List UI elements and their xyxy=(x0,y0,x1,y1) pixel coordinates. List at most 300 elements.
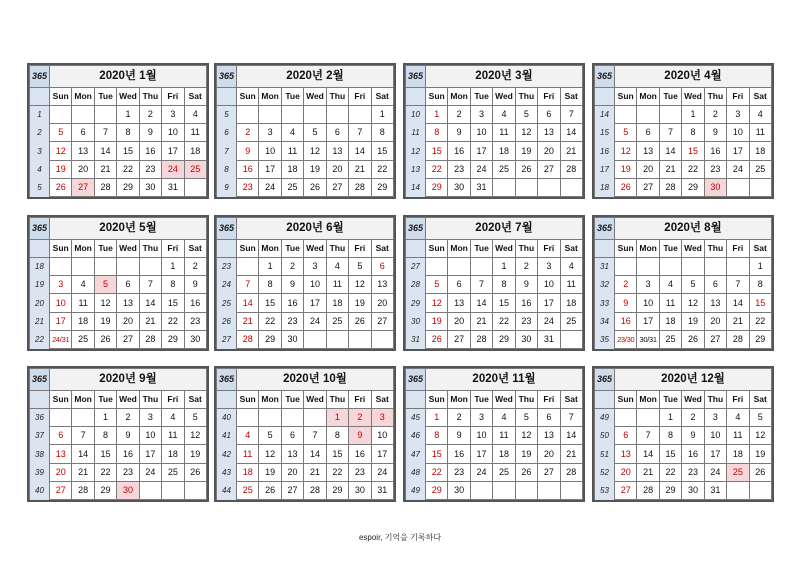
day-cell: 6 xyxy=(281,427,303,445)
day-cell: 19 xyxy=(682,312,704,330)
day-cell: 25 xyxy=(184,160,206,178)
day-header: Fri xyxy=(727,240,749,258)
day-cell: 3 xyxy=(538,258,560,276)
day-header: Sat xyxy=(371,240,393,258)
empty-day-cell xyxy=(304,106,326,124)
day-header: Sat xyxy=(749,240,771,258)
week-number: 14 xyxy=(406,178,426,196)
day-header: Sun xyxy=(615,88,637,106)
day-cell: 20 xyxy=(637,160,659,178)
day-cell: 30 xyxy=(117,481,139,499)
day-cell: 11 xyxy=(493,124,515,142)
year-badge: 365 xyxy=(30,218,50,240)
day-header: Fri xyxy=(349,240,371,258)
day-cell: 4 xyxy=(727,409,749,427)
month-calendar xyxy=(403,63,585,199)
empty-day-cell xyxy=(237,409,259,427)
day-cell: 20 xyxy=(281,463,303,481)
day-cell: 9 xyxy=(515,276,537,294)
day-cell: 15 xyxy=(659,445,681,463)
day-header: Fri xyxy=(162,240,184,258)
day-header: Tue xyxy=(470,391,492,409)
day-header: Wed xyxy=(117,240,139,258)
day-cell: 9 xyxy=(237,142,259,160)
day-cell: 9 xyxy=(139,124,161,142)
day-cell: 28 xyxy=(72,481,94,499)
empty-day-cell xyxy=(682,258,704,276)
day-cell: 3 xyxy=(162,106,184,124)
week-number: 15 xyxy=(595,124,615,142)
empty-day-cell xyxy=(560,481,582,499)
day-cell: 1 xyxy=(749,258,771,276)
day-header: Mon xyxy=(448,88,470,106)
day-cell: 10 xyxy=(50,294,72,312)
year-badge: 365 xyxy=(595,369,615,391)
empty-day-cell xyxy=(326,330,348,348)
day-cell: 18 xyxy=(727,445,749,463)
day-cell: 17 xyxy=(538,294,560,312)
day-cell: 21 xyxy=(139,312,161,330)
day-cell: 24 xyxy=(139,463,161,481)
day-cell: 2 xyxy=(615,276,637,294)
day-cell: 5 xyxy=(184,409,206,427)
day-cell: 25 xyxy=(281,178,303,196)
day-cell: 13 xyxy=(371,276,393,294)
day-header: Sun xyxy=(50,391,72,409)
day-cell: 16 xyxy=(615,312,637,330)
day-cell: 17 xyxy=(470,445,492,463)
week-number: 41 xyxy=(217,427,237,445)
week-number: 43 xyxy=(217,463,237,481)
day-cell: 9 xyxy=(349,427,371,445)
day-header: Sat xyxy=(184,88,206,106)
day-header: Thu xyxy=(704,88,726,106)
day-header: Tue xyxy=(470,88,492,106)
empty-day-cell xyxy=(615,258,637,276)
day-cell: 3 xyxy=(727,106,749,124)
day-header: Fri xyxy=(727,391,749,409)
year-badge: 365 xyxy=(217,218,237,240)
week-number: 27 xyxy=(217,330,237,348)
day-cell: 3 xyxy=(304,258,326,276)
day-cell: 9 xyxy=(448,427,470,445)
month-calendar xyxy=(592,215,774,351)
day-cell: 29 xyxy=(117,178,139,196)
day-cell: 7 xyxy=(470,276,492,294)
day-cell: 1 xyxy=(682,106,704,124)
day-cell: 4 xyxy=(493,106,515,124)
week-number: 22 xyxy=(30,330,50,348)
day-cell: 25 xyxy=(326,312,348,330)
day-cell: 10 xyxy=(371,427,393,445)
month-title: 2020년 2월 xyxy=(237,66,394,88)
day-cell: 8 xyxy=(259,276,281,294)
day-cell: 20 xyxy=(50,463,72,481)
day-cell: 19 xyxy=(349,294,371,312)
week-header-cell xyxy=(217,88,237,106)
day-cell: 13 xyxy=(704,294,726,312)
day-header: Thu xyxy=(139,88,161,106)
day-cell: 19 xyxy=(749,445,771,463)
day-cell: 20 xyxy=(704,312,726,330)
day-header: Fri xyxy=(538,391,560,409)
day-cell: 4 xyxy=(493,409,515,427)
week-number: 18 xyxy=(595,178,615,196)
day-header: Tue xyxy=(659,240,681,258)
day-cell: 21 xyxy=(560,142,582,160)
day-cell: 17 xyxy=(139,445,161,463)
day-cell: 9 xyxy=(448,124,470,142)
week-number: 32 xyxy=(595,276,615,294)
day-cell: 8 xyxy=(426,427,448,445)
day-cell: 5 xyxy=(259,427,281,445)
day-cell: 10 xyxy=(470,124,492,142)
day-cell: 12 xyxy=(515,427,537,445)
empty-day-cell xyxy=(237,106,259,124)
year-badge: 365 xyxy=(217,66,237,88)
day-cell: 2 xyxy=(117,409,139,427)
week-number: 52 xyxy=(595,463,615,481)
day-header: Tue xyxy=(94,240,116,258)
day-cell: 16 xyxy=(682,445,704,463)
day-cell: 28 xyxy=(637,481,659,499)
day-cell: 27 xyxy=(72,178,94,196)
month-title: 2020년 1월 xyxy=(50,66,207,88)
day-cell: 7 xyxy=(349,124,371,142)
day-cell: 10 xyxy=(139,427,161,445)
empty-day-cell xyxy=(349,330,371,348)
day-cell: 11 xyxy=(72,294,94,312)
day-cell: 24 xyxy=(470,160,492,178)
empty-day-cell xyxy=(426,258,448,276)
day-cell: 24/31 xyxy=(50,330,72,348)
day-cell: 10 xyxy=(727,124,749,142)
day-header: Sun xyxy=(50,240,72,258)
day-cell: 16 xyxy=(349,445,371,463)
day-cell: 22 xyxy=(749,312,771,330)
day-cell: 29 xyxy=(682,178,704,196)
day-cell: 2 xyxy=(349,409,371,427)
day-cell: 1 xyxy=(259,258,281,276)
day-header: Sun xyxy=(50,88,72,106)
day-cell: 12 xyxy=(349,276,371,294)
day-header: Sun xyxy=(615,391,637,409)
empty-day-cell xyxy=(704,258,726,276)
day-cell: 19 xyxy=(304,160,326,178)
month-title: 2020년 8월 xyxy=(615,218,772,240)
week-header-cell xyxy=(30,391,50,409)
month-calendar xyxy=(27,63,209,199)
week-number: 34 xyxy=(595,312,615,330)
day-cell: 31 xyxy=(704,481,726,499)
day-cell: 2 xyxy=(448,409,470,427)
day-cell: 19 xyxy=(184,445,206,463)
day-cell: 20 xyxy=(615,463,637,481)
empty-day-cell xyxy=(304,409,326,427)
day-cell: 6 xyxy=(72,124,94,142)
empty-day-cell xyxy=(281,409,303,427)
day-header: Tue xyxy=(659,88,681,106)
day-cell: 4 xyxy=(659,276,681,294)
year-badge: 365 xyxy=(30,369,50,391)
day-cell: 26 xyxy=(304,178,326,196)
week-header-cell xyxy=(595,240,615,258)
day-cell: 10 xyxy=(470,427,492,445)
day-cell: 27 xyxy=(538,463,560,481)
day-cell: 9 xyxy=(615,294,637,312)
day-cell: 23 xyxy=(117,463,139,481)
day-cell: 14 xyxy=(349,142,371,160)
day-cell: 24 xyxy=(538,312,560,330)
day-cell: 7 xyxy=(237,276,259,294)
month-title: 2020년 11월 xyxy=(426,369,583,391)
day-header: Sun xyxy=(426,240,448,258)
day-cell: 27 xyxy=(615,481,637,499)
week-number: 46 xyxy=(406,427,426,445)
day-cell: 21 xyxy=(560,445,582,463)
day-cell: 3 xyxy=(470,106,492,124)
day-cell: 20 xyxy=(371,294,393,312)
day-header: Mon xyxy=(259,88,281,106)
day-cell: 29 xyxy=(326,481,348,499)
day-cell: 27 xyxy=(704,330,726,348)
empty-day-cell xyxy=(560,330,582,348)
day-cell: 5 xyxy=(615,124,637,142)
week-number: 24 xyxy=(217,276,237,294)
day-header: Thu xyxy=(326,240,348,258)
day-cell: 5 xyxy=(349,258,371,276)
day-cell: 13 xyxy=(448,294,470,312)
empty-day-cell xyxy=(615,409,637,427)
day-cell: 25 xyxy=(237,481,259,499)
week-number: 7 xyxy=(217,142,237,160)
empty-day-cell xyxy=(727,258,749,276)
month-title: 2020년 12월 xyxy=(615,369,772,391)
day-cell: 23 xyxy=(281,312,303,330)
day-cell: 7 xyxy=(560,106,582,124)
day-header: Sun xyxy=(237,391,259,409)
day-cell: 12 xyxy=(426,294,448,312)
day-cell: 26 xyxy=(259,481,281,499)
day-cell: 16 xyxy=(448,445,470,463)
day-cell: 22 xyxy=(326,463,348,481)
day-cell: 2 xyxy=(448,106,470,124)
day-cell: 11 xyxy=(281,142,303,160)
day-cell: 1 xyxy=(659,409,681,427)
day-cell: 22 xyxy=(493,312,515,330)
week-number: 5 xyxy=(30,178,50,196)
day-cell: 15 xyxy=(426,142,448,160)
day-cell: 2 xyxy=(139,106,161,124)
day-cell: 2 xyxy=(515,258,537,276)
day-cell: 3 xyxy=(637,276,659,294)
day-cell: 5 xyxy=(749,409,771,427)
day-cell: 12 xyxy=(184,427,206,445)
week-header-cell xyxy=(595,88,615,106)
day-cell: 8 xyxy=(493,276,515,294)
day-cell: 26 xyxy=(615,178,637,196)
day-cell: 29 xyxy=(426,481,448,499)
week-number: 45 xyxy=(406,409,426,427)
day-cell: 5 xyxy=(426,276,448,294)
day-cell: 27 xyxy=(50,481,72,499)
empty-day-cell xyxy=(281,106,303,124)
day-cell: 15 xyxy=(749,294,771,312)
day-cell: 11 xyxy=(162,427,184,445)
day-cell: 8 xyxy=(749,276,771,294)
week-number: 14 xyxy=(595,106,615,124)
day-cell: 1 xyxy=(493,258,515,276)
week-number: 27 xyxy=(406,258,426,276)
week-number: 1 xyxy=(30,106,50,124)
day-header: Sat xyxy=(560,88,582,106)
day-cell: 24 xyxy=(371,463,393,481)
day-cell: 11 xyxy=(727,427,749,445)
day-cell: 24 xyxy=(304,312,326,330)
day-cell: 21 xyxy=(304,463,326,481)
empty-day-cell xyxy=(139,258,161,276)
day-cell: 14 xyxy=(560,124,582,142)
day-header: Tue xyxy=(281,391,303,409)
day-cell: 23 xyxy=(184,312,206,330)
day-cell: 16 xyxy=(117,445,139,463)
empty-day-cell xyxy=(72,409,94,427)
day-cell: 3 xyxy=(704,409,726,427)
empty-day-cell xyxy=(50,106,72,124)
day-cell: 29 xyxy=(749,330,771,348)
day-cell: 15 xyxy=(94,445,116,463)
year-badge: 365 xyxy=(217,369,237,391)
day-cell: 6 xyxy=(50,427,72,445)
day-cell: 16 xyxy=(448,142,470,160)
day-cell: 24 xyxy=(162,160,184,178)
day-header: Wed xyxy=(304,391,326,409)
week-number: 39 xyxy=(30,463,50,481)
day-cell: 21 xyxy=(727,312,749,330)
day-cell: 13 xyxy=(50,445,72,463)
day-cell: 6 xyxy=(704,276,726,294)
week-number: 28 xyxy=(406,276,426,294)
month-calendar xyxy=(592,366,774,502)
empty-day-cell xyxy=(237,258,259,276)
day-cell: 12 xyxy=(615,142,637,160)
day-cell: 25 xyxy=(727,463,749,481)
day-cell: 7 xyxy=(72,427,94,445)
day-cell: 18 xyxy=(237,463,259,481)
day-cell: 26 xyxy=(349,312,371,330)
week-number: 50 xyxy=(595,427,615,445)
week-number: 19 xyxy=(30,276,50,294)
day-cell: 21 xyxy=(94,160,116,178)
day-cell: 16 xyxy=(184,294,206,312)
day-cell: 20 xyxy=(448,312,470,330)
day-header: Fri xyxy=(162,391,184,409)
day-cell: 3 xyxy=(139,409,161,427)
day-cell: 11 xyxy=(326,276,348,294)
day-header: Mon xyxy=(448,240,470,258)
day-cell: 9 xyxy=(682,427,704,445)
day-cell: 28 xyxy=(304,481,326,499)
day-cell: 12 xyxy=(94,294,116,312)
day-cell: 8 xyxy=(162,276,184,294)
day-cell: 18 xyxy=(493,142,515,160)
empty-day-cell xyxy=(727,481,749,499)
day-cell: 24 xyxy=(259,178,281,196)
day-cell: 30/31 xyxy=(637,330,659,348)
day-cell: 24 xyxy=(704,463,726,481)
month-calendar xyxy=(592,63,774,199)
day-header: Tue xyxy=(94,88,116,106)
day-cell: 31 xyxy=(470,178,492,196)
day-cell: 21 xyxy=(637,463,659,481)
day-cell: 23 xyxy=(704,160,726,178)
empty-day-cell xyxy=(538,481,560,499)
week-number: 4 xyxy=(30,160,50,178)
day-cell: 6 xyxy=(371,258,393,276)
empty-day-cell xyxy=(94,258,116,276)
day-header: Sun xyxy=(426,88,448,106)
day-cell: 26 xyxy=(50,178,72,196)
day-cell: 7 xyxy=(94,124,116,142)
day-cell: 12 xyxy=(515,124,537,142)
empty-day-cell xyxy=(371,330,393,348)
day-cell: 13 xyxy=(72,142,94,160)
day-cell: 10 xyxy=(704,427,726,445)
day-cell: 19 xyxy=(94,312,116,330)
day-cell: 16 xyxy=(139,142,161,160)
month-title: 2020년 4월 xyxy=(615,66,772,88)
day-cell: 5 xyxy=(515,106,537,124)
week-number: 49 xyxy=(406,481,426,499)
week-header-cell xyxy=(217,391,237,409)
day-cell: 29 xyxy=(94,481,116,499)
day-cell: 25 xyxy=(72,330,94,348)
empty-day-cell xyxy=(326,106,348,124)
day-header: Sat xyxy=(560,240,582,258)
day-header: Thu xyxy=(326,391,348,409)
day-cell: 4 xyxy=(237,427,259,445)
day-header: Thu xyxy=(704,391,726,409)
day-cell: 12 xyxy=(682,294,704,312)
day-cell: 28 xyxy=(470,330,492,348)
day-cell: 4 xyxy=(749,106,771,124)
month-title: 2020년 6월 xyxy=(237,218,394,240)
day-cell: 16 xyxy=(704,142,726,160)
day-cell: 14 xyxy=(94,142,116,160)
day-cell: 23 xyxy=(515,312,537,330)
day-cell: 6 xyxy=(538,106,560,124)
day-cell: 4 xyxy=(326,258,348,276)
day-cell: 23 xyxy=(682,463,704,481)
day-cell: 5 xyxy=(94,276,116,294)
day-cell: 14 xyxy=(659,142,681,160)
empty-day-cell xyxy=(162,481,184,499)
day-cell: 28 xyxy=(349,178,371,196)
empty-day-cell xyxy=(72,106,94,124)
week-number: 30 xyxy=(406,312,426,330)
day-cell: 22 xyxy=(259,312,281,330)
day-cell: 14 xyxy=(470,294,492,312)
day-cell: 27 xyxy=(538,160,560,178)
day-cell: 21 xyxy=(72,463,94,481)
week-number: 40 xyxy=(30,481,50,499)
month-calendar xyxy=(214,63,396,199)
empty-day-cell xyxy=(72,258,94,276)
empty-day-cell xyxy=(184,178,206,196)
day-cell: 14 xyxy=(139,294,161,312)
day-cell: 22 xyxy=(659,463,681,481)
day-cell: 19 xyxy=(259,463,281,481)
